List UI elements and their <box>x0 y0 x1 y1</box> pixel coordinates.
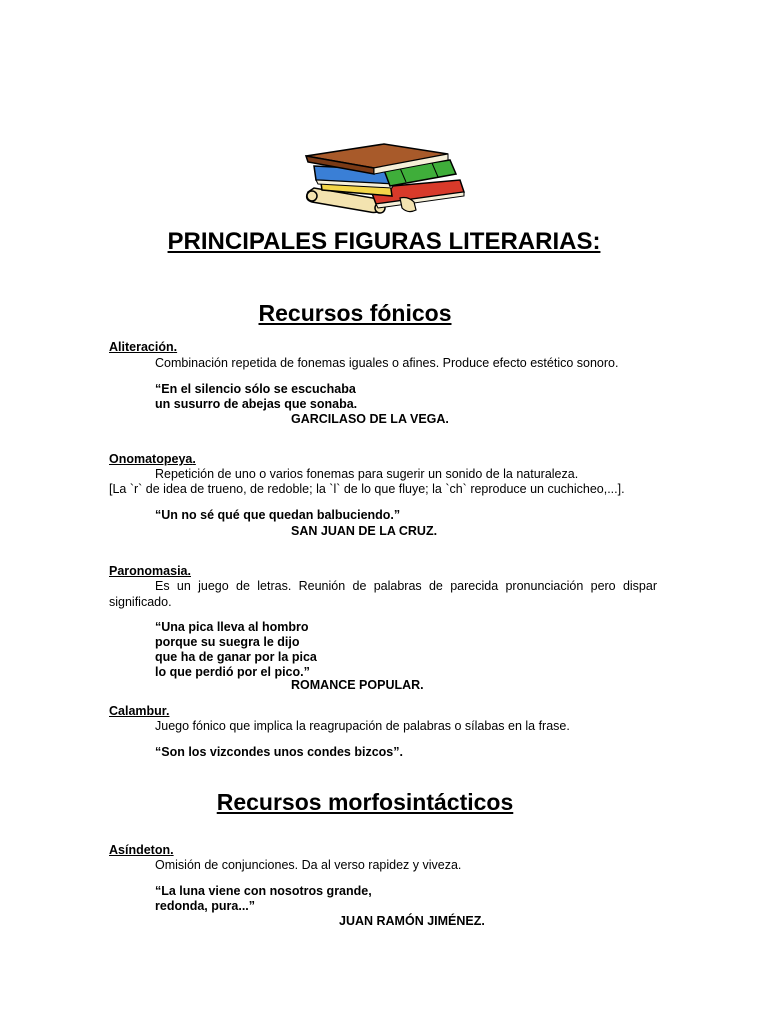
term-paronomasia: Paronomasia. <box>109 564 191 578</box>
quote-line: lo que perdió por el pico.” <box>155 665 310 679</box>
quote-calambur <box>155 745 403 760</box>
quote-line: “Una pica lleva al hombro <box>155 620 309 634</box>
definition-paronomasia: Es un juego de letras. Reunión de palabras de parecida pronunciación pero dispar significado. <box>109 579 657 609</box>
author-asindeton: JUAN RAMÓN JIMÉNEZ. <box>339 914 485 928</box>
term-calambur: Calambur. <box>109 704 170 718</box>
definition-asindeton: Omisión de conjunciones. Da al verso rapidez y viveza. <box>155 858 462 872</box>
definition-onomatopeya: Repetición de uno o varios fonemas para sugerir un sonido de la naturaleza. <box>155 467 579 481</box>
quote-line: que ha de ganar por la pica <box>155 650 317 664</box>
quote-line: un susurro de abejas que sonaba. <box>155 397 358 411</box>
definition-aliteracion: Combinación repetida de fonemas iguales o afines. Produce efecto estético sonoro. <box>155 356 619 370</box>
definition-calambur: Juego fónico que implica la reagrupación de palabras o sílabas en la frase. <box>155 719 570 733</box>
page-title: PRINCIPALES FIGURAS LITERARIAS: <box>167 228 601 255</box>
term-onomatopeya: Onomatopeya. <box>109 452 196 466</box>
term-aliteracion: Aliteración. <box>109 340 178 354</box>
note-onomatopeya: [La `r` de idea de trueno, de redoble; la `l` de lo que fluye; la `ch` reproduce un cuchicheo,...]. <box>109 482 625 496</box>
quote-aliteracion <box>155 382 357 412</box>
author-aliteracion: GARCILASO DE LA VEGA. <box>291 412 449 426</box>
section-heading-morfosintacticos: Recursos morfosintácticos <box>216 789 514 815</box>
quote-line: porque su suegra le dijo <box>155 635 300 649</box>
quote-onomatopeya <box>155 508 400 523</box>
quote-asindeton <box>155 884 372 914</box>
quote-line: “En el silencio sólo se escuchaba <box>155 382 356 396</box>
section-heading-fonicos: Recursos fónicos <box>258 300 452 326</box>
quote-line: “La luna viene con nosotros grande, <box>155 884 372 898</box>
term-asindeton: Asíndeton. <box>109 843 174 857</box>
author-paronomasia: ROMANCE POPULAR. <box>291 678 424 692</box>
quote-line: “Un no sé qué que quedan balbuciendo.” <box>155 508 401 522</box>
author-onomatopeya: SAN JUAN DE LA CRUZ. <box>291 524 438 538</box>
quote-line: redonda, pura...” <box>155 899 256 913</box>
quote-line: “Son los vizcondes unos condes bizcos”. <box>155 745 403 759</box>
stack-of-books-icon <box>300 140 468 216</box>
quote-paronomasia <box>155 620 317 680</box>
